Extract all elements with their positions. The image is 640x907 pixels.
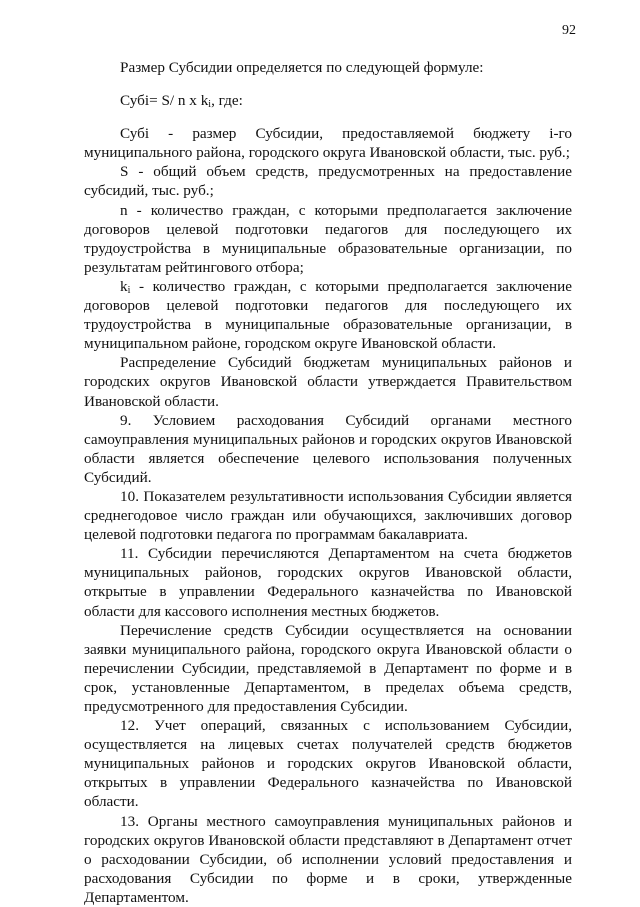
paragraph-distribution: Распределение Субсидий бюджетам муниципальных районов и городских округов Ивановской области утверждается Правительством Ивановской области. [84,354,572,410]
ki-text: - количество граждан, с которыми предполагается заключение договоров целевой подготовки педагогов для последующего их трудоустройства в муниципальные образовательные организации, в муниципальном районе, городском округе Ивановской области. [84,277,572,353]
definition-subi: Субi - размер Субсидии, предоставляемой бюджету i-го муниципального района, городского округа Ивановской области, тыс. руб.; [84,125,572,162]
ki-subscript: i [127,284,131,296]
paragraph-10: 10. Показателем результативности использования Субсидии является среднегодовое число граждан или обучающихся, заключивших договор целевой подготовки педагога по программам бакалавриата. [84,487,572,544]
document-body [84,58,572,907]
formula-lhs: Субi [120,92,150,110]
paragraph-9: 9. Условием расходования Субсидий органами местного самоуправления муниципальных районов и городских округов Ивановской области является обеспечение целевого использования полученных Субсидий. [84,411,572,486]
definition-ki [84,277,572,353]
formula-intro: Размер Субсидии определяется по следующей формуле: [120,59,484,76]
paragraph-11: 11. Субсидии перечисляются Департаментом на счета бюджетов муниципальных районов, городских округов Ивановской области, открытые в управлении Федерального казначейства по Ивановской области для кассового исполнения местных бюджетов. [84,545,572,620]
definition-n: n - количество граждан, с которыми предполагается заключение договоров целевой подготовки педагогов для последующего их трудоустройства в муниципальные образовательные организации, по результатам рейтингового отбора; [84,201,572,276]
formula [84,91,572,110]
paragraph-12: 12. Учет операций, связанных с использованием Субсидии, осуществляется на лицевых счетах получателей средств бюджетов муниципальных районов и городских округов Ивановской области, открытых в управлении Федерального казначейства по Ивановской области. [84,717,572,811]
formula-rhs: = S/ n x k [149,92,209,110]
paragraph-transfer: Перечисление средств Субсидии осуществляется на основании заявки муниципального района, городского округа Ивановской области о перечислении Субсидии, представляемой в Департамент по форме и в срок, установленные Департаментом, в пределах объема средств, предусмотренного для предоставления Субсидии. [84,621,572,715]
formula-tail: , где: [211,92,243,110]
definition-s: S - общий объем средств, предусмотренных на предоставление субсидий, тыс. руб.; [84,163,572,200]
page-number: 92 [562,23,576,38]
ki-symbol: k [120,277,128,295]
paragraph-13: 13. Органы местного самоуправления муниципальных районов и городских округов Ивановской области представляют в Департамент отчет о расходовании Субсидии, об исполнении условий предоставления и расходования Субсидии по форме и в сроки, утвержденные Департаментом. [84,812,572,906]
formula-subscript: i [208,99,212,111]
